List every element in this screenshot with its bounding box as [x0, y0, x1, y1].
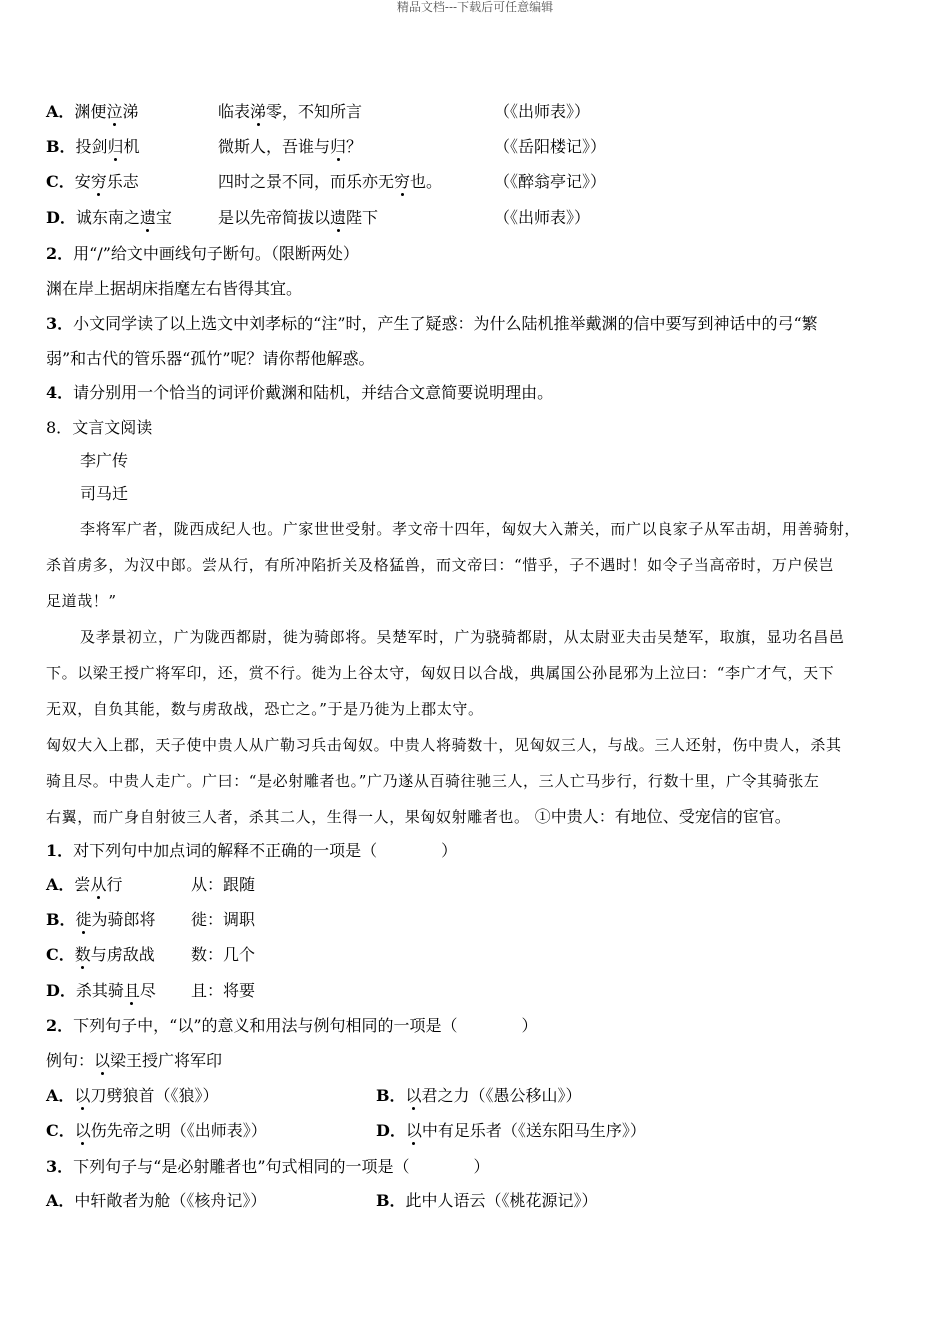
- question-3: [46, 313, 818, 335]
- option-text: 此中人语云（《桃花源记》）: [405, 1191, 598, 1210]
- example-text: 梁王授广将军印: [110, 1051, 223, 1070]
- passage-line: [46, 806, 791, 828]
- page-header: 精品文档---下载后可任意编辑: [396, 0, 554, 14]
- option-text: 中轩敞者为舱（《核舟记》）: [74, 1191, 267, 1210]
- option-text: 为骑郎将: [91, 910, 156, 929]
- option-row: [46, 1085, 582, 1107]
- compare-text: 是以先帝简拔以: [218, 208, 331, 227]
- option-label: B．: [46, 137, 76, 156]
- option-text: 君之力（《愚公移山》）: [421, 1086, 582, 1105]
- option-row: [46, 874, 256, 896]
- option-label: A．: [46, 102, 75, 121]
- dotted-char: 涕: [250, 102, 267, 121]
- passage-line: 李将军广者，陇西成纪人也。广家世世受射。孝文帝十四年，匈奴大入萧关，而广以良家子从军击胡，用善骑射，: [80, 520, 861, 538]
- example-sentence: [46, 1050, 222, 1072]
- compare-text: 也。: [410, 172, 443, 191]
- option-row: [46, 1190, 598, 1212]
- question-2-sentence: 渊在岸上据胡床指麾左右皆得其宜。: [46, 279, 303, 298]
- passage-line: 下。以梁王授广将军印，还，赏不行。徙为上谷太守，匈奴日以合战，典属国公孙昆邪为上泣曰：“李广才气，天下: [46, 664, 835, 682]
- question-number: 4．: [46, 383, 74, 402]
- dotted-char: 从: [90, 875, 107, 894]
- dotted-char: 泣: [106, 102, 123, 121]
- dotted-char: 遗: [330, 208, 347, 227]
- question-mc-3: [46, 1156, 490, 1178]
- question-4: [46, 382, 553, 404]
- option-text: 宝: [155, 208, 172, 227]
- option-text: 与虏敌战: [90, 945, 155, 964]
- dotted-char: 以: [405, 1121, 422, 1140]
- option-explanation: 数：几个: [191, 945, 256, 964]
- section-title: 文言文阅读: [72, 418, 153, 437]
- option-text: 杀其骑: [75, 981, 124, 1000]
- question-number: 3．: [46, 1157, 74, 1176]
- dotted-char: 以: [74, 1121, 91, 1140]
- dotted-char: 以: [94, 1051, 111, 1070]
- question-text: 下列句子与“是必射雕者也”句式相同的一项是（ ）: [73, 1157, 490, 1176]
- compare-text: 微斯人，吾谁与: [218, 137, 331, 156]
- option-row: [46, 944, 256, 966]
- option-row: [46, 171, 607, 193]
- option-text: 行: [106, 875, 123, 894]
- example-label: 例句：: [46, 1051, 95, 1070]
- dotted-char: 归: [330, 137, 347, 156]
- dotted-char: 数: [74, 945, 91, 964]
- option-label: A．: [46, 1191, 75, 1210]
- option-explanation: 且：将要: [191, 981, 256, 1000]
- option-text: 机: [123, 137, 140, 156]
- question-text: 对下列句中加点词的解释不正确的一项是（ ）: [73, 841, 458, 860]
- option-explanation: 徙：调职: [191, 910, 256, 929]
- option-text: 尝: [74, 875, 91, 894]
- option-explanation: 从：跟随: [191, 875, 256, 894]
- question-2: [46, 243, 359, 265]
- dotted-char: 穷: [394, 172, 411, 191]
- option-text: 尽: [139, 981, 156, 1000]
- question-text: 用“/”给文中画线句子断句。（限断两处）: [73, 244, 359, 263]
- option-text: 安: [74, 172, 91, 191]
- option-label: B．: [46, 910, 76, 929]
- dotted-char: 徙: [75, 910, 92, 929]
- question-number: 1．: [46, 841, 74, 860]
- option-label: A．: [46, 1086, 75, 1105]
- source: （《岳阳楼记》）: [494, 137, 607, 156]
- question-3-cont: 弱”和古代的管乐器“孤竹”呢？请你帮他解惑。: [46, 349, 375, 368]
- question-text: 下列句子中，“以”的意义和用法与例句相同的一项是（ ）: [73, 1016, 538, 1035]
- passage-line: 无双，自负其能，数与虏敌战，恐亡之。”于是乃徙为上郡太守。: [46, 700, 484, 718]
- option-row: [46, 101, 591, 123]
- passage-author: 司马迁: [80, 484, 129, 503]
- option-label: D．: [46, 981, 76, 1000]
- dotted-char: 以: [74, 1086, 91, 1105]
- option-label: B．: [376, 1086, 406, 1105]
- option-row: [46, 1120, 646, 1142]
- option-text: 乐志: [106, 172, 139, 191]
- passage-line: 匈奴大入上郡，天子使中贵人从广勒习兵击匈奴。中贵人将骑数十，见匈奴三人，与战。三人还射，伤中贵人，杀其: [46, 736, 842, 754]
- option-row: [46, 909, 256, 931]
- option-row: [46, 207, 591, 229]
- section-number: 8．: [46, 418, 73, 437]
- passage-text: 右翼，而广身自射彼三人者，杀其二人，生得一人，果匈奴射雕者也。: [46, 808, 530, 826]
- option-text: 中有足乐者（《送东阳马生序》）: [421, 1121, 646, 1140]
- compare-text: 零，不知所言: [266, 102, 363, 121]
- passage-line: 杀首虏多，为汉中郎。尝从行，有所冲陷折关及格猛兽，而文帝曰：“惜乎，子不遇时！如令子当高帝时，万户侯岂: [46, 556, 835, 574]
- option-label: C．: [46, 1121, 75, 1140]
- option-row: [46, 980, 256, 1002]
- option-row: [46, 136, 607, 158]
- option-label: D．: [376, 1121, 406, 1140]
- dotted-char: 且: [123, 981, 140, 1000]
- dotted-char: 遗: [139, 208, 156, 227]
- option-label: C．: [46, 172, 75, 191]
- passage-line: 及孝景初立，广为陇西都尉，徙为骑郎将。吴楚军时，广为骁骑都尉，从太尉亚夫击吴楚军，取旗，显功名昌邑: [80, 628, 845, 646]
- question-number: 2．: [46, 244, 74, 263]
- source: （《出师表》）: [494, 208, 591, 227]
- question-number: 2．: [46, 1016, 74, 1035]
- passage-title: 李广传: [80, 451, 129, 470]
- option-text: 伤先帝之明（《出师表》）: [90, 1121, 267, 1140]
- question-mc-1: [46, 840, 457, 862]
- compare-text: ？: [346, 137, 363, 156]
- dotted-char: 以: [405, 1086, 422, 1105]
- passage-line: 足道哉！”: [46, 592, 117, 610]
- option-label: A．: [46, 875, 75, 894]
- option-text: 渊便: [74, 102, 107, 121]
- question-text: 请分别用一个恰当的词评价戴渊和陆机，并结合文意简要说明理由。: [73, 383, 554, 402]
- question-mc-2: [46, 1015, 538, 1037]
- option-text: 诚东南之: [75, 208, 140, 227]
- option-label: C．: [46, 945, 75, 964]
- option-label: B．: [376, 1191, 406, 1210]
- option-label: D．: [46, 208, 76, 227]
- question-text: 小文同学读了以上选文中刘孝标的“注”时，产生了疑惑：为什么陆机推举戴渊的信中要写到神话中的弓“繁: [73, 314, 818, 333]
- compare-text: 陛下: [346, 208, 379, 227]
- source: （《醉翁亭记》）: [494, 172, 607, 191]
- option-text: 投剑: [75, 137, 108, 156]
- source: （《出师表》）: [494, 102, 591, 121]
- footnote: ①中贵人：有地位、受宠信的宦官。: [534, 807, 791, 826]
- option-text: 涕: [122, 102, 139, 121]
- section-8: [46, 417, 152, 439]
- option-text: 刀劈狼首（《狼》）: [90, 1086, 219, 1105]
- compare-text: 临表: [218, 102, 251, 121]
- passage-line: 骑且尽。中贵人走广。广曰：“是必射雕者也。”广乃遂从百骑往驰三人，三人亡马步行，行数十里，广令其骑张左: [46, 772, 820, 790]
- compare-text: 四时之景不同，而乐亦无: [218, 172, 395, 191]
- dotted-char: 归: [107, 137, 124, 156]
- question-number: 3．: [46, 314, 74, 333]
- dotted-char: 穷: [90, 172, 107, 191]
